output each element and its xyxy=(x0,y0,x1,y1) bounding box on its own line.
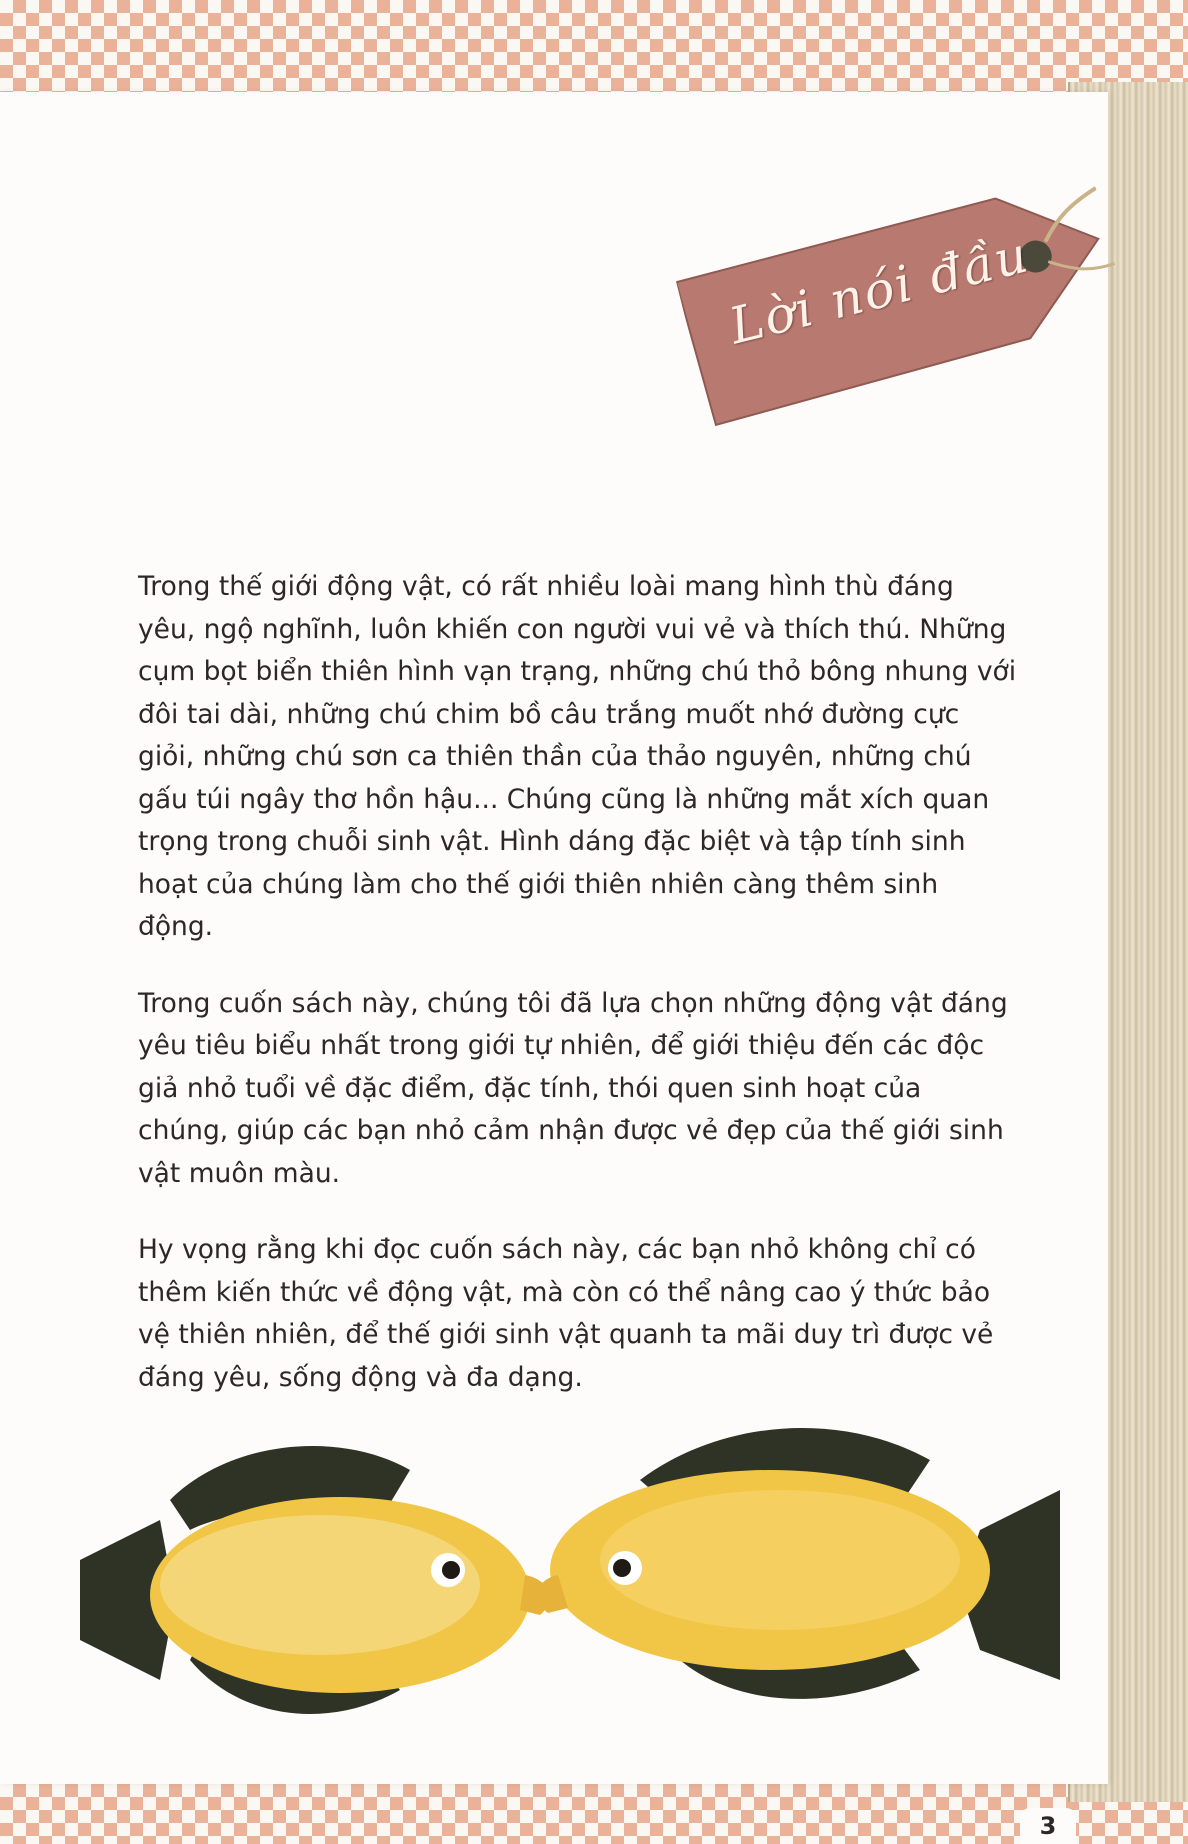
checkered-border-top xyxy=(0,0,1188,96)
page-title: Lời nói đầu xyxy=(723,225,1035,356)
kissing-fish-illustration xyxy=(80,1410,1060,1750)
paragraph-2: Trong cuốn sách này, chúng tôi đã lựa chọn những động vật đáng yêu tiêu biểu nhất trong giới tự nhiên, để giới thiệu đến các độc giả nhỏ tuổi về đặc điểm, đặc tính, thói quen sinh hoạt của chúng, giúp các bạn nhỏ cảm nhận được vẻ đẹp của thế giới sinh vật muôn màu. xyxy=(138,987,1008,1189)
page-number: 3 xyxy=(1020,1808,1076,1844)
paragraph-1: Trong thế giới động vật, có rất nhiều loài mang hình thù đáng yêu, ngộ nghĩnh, luôn khiến con người vui vẻ và thích thú. Những cụm bọt biển thiên hình vạn trạng, những chú thỏ bông nhung với đôi tai dài, những chú chim bồ câu trắng muốt nhớ đường cực giỏi, những chú sơn ca thiên thần của thảo nguyên, những chú gấu túi ngây thơ hồn hậu... Chúng cũng là những mắt xích quan trọng trong chuỗi sinh vật. Hình dáng đặc biệt và tập tính sinh hoạt của chúng làm cho thế giới thiên nhiên càng thêm sinh động. xyxy=(138,571,1017,942)
checkered-border-bottom xyxy=(0,1784,1188,1844)
right-fish-icon xyxy=(537,1428,1060,1699)
left-fish-icon xyxy=(80,1446,550,1714)
foreword-body xyxy=(138,566,1018,1433)
paragraph-3: Hy vọng rằng khi đọc cuốn sách này, các bạn nhỏ không chỉ có thêm kiến thức về động vật, mà còn có thể nâng cao ý thức bảo vệ thiên nhiên, để thế giới sinh vật quanh ta mãi duy trì được vẻ đáng yêu, sống động và đa dạng. xyxy=(138,1234,994,1393)
